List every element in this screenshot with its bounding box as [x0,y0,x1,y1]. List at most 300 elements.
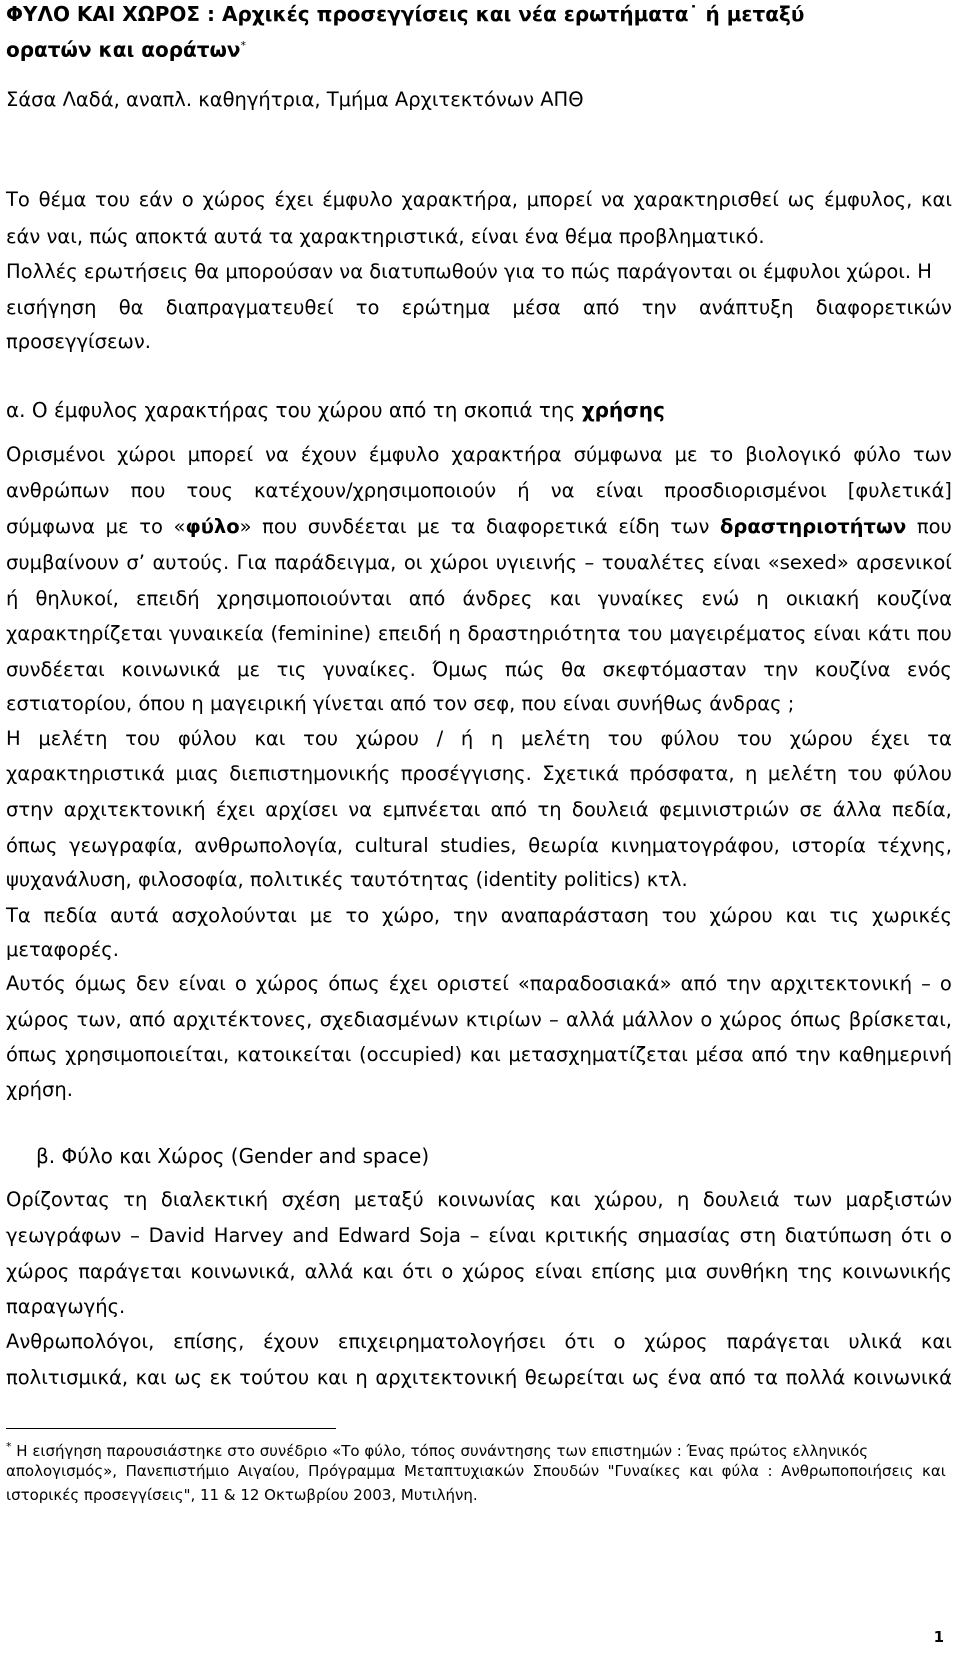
word: η [448,622,461,645]
word: το [139,515,163,538]
section-a-line [6,479,952,503]
word: πώς [505,658,545,681]
word: και [785,904,817,927]
word: αρσενικοί [856,551,952,574]
word: χώρος [644,1330,708,1353]
word: είναι [178,972,226,995]
word: με [674,443,698,466]
word: όπως [6,834,58,857]
section-a-line [6,904,952,928]
word: το [345,904,370,927]
word: μια [664,1260,697,1283]
word: Το [6,188,30,211]
word: επειδή [135,587,200,610]
word: του [847,762,883,785]
word: με [237,658,260,681]
word: κατέχουν/χρησιμοποιούν [253,479,497,502]
word: ως [787,188,816,211]
word: ιστορία [791,834,866,857]
word: των [670,515,710,538]
word: ότι [564,1330,595,1353]
word: από [408,587,446,610]
section-a-line [6,727,952,751]
word: συνδέεται [307,515,407,538]
word: μαρξιστών [845,1188,952,1211]
intro-line [6,225,960,249]
word: προσδιορισμένοι [664,479,827,502]
word: συμβαίνουν [6,551,119,574]
section-a-heading [6,398,960,422]
word: ως [174,1366,203,1389]
word: από [680,972,718,995]
footnote-line [6,1436,946,1462]
word: έχει [215,798,255,821]
section-a-line [6,938,960,962]
word: – [549,1008,559,1031]
word: – [469,1224,480,1247]
word: χρησιμοποιείται, [65,1043,230,1066]
word: πολλά [785,1366,846,1389]
word: θα [561,658,586,681]
word: έμφυλος, [824,188,913,211]
word: δουλειά [702,1188,780,1211]
word: σε [799,798,823,821]
word: ένα [667,1366,702,1389]
word: γυναίκες [597,587,685,610]
word: ότι [402,1260,433,1283]
word: της [797,1260,833,1283]
word: διαλεκτική [160,1188,269,1211]
word: χώρου [789,727,853,750]
section-a-text: εστιατορίου, όπου η μαγειρική γίνεται από τον σεφ, που είναι συνήθως άνδρας ; [6,692,795,715]
word: ανθρωπολογία, [194,834,344,857]
word: είδη [618,515,660,538]
section-b-line [6,1295,960,1319]
section-b-line [6,1188,952,1212]
section-a-line [6,834,952,858]
section-a-line [6,1043,952,1067]
word: δραστηριοτήτων [720,515,907,538]
word: αλλά [565,1008,615,1031]
word: των, [76,1008,122,1031]
word: στη [739,1224,777,1247]
section-a-line [6,622,952,646]
word: είναι [595,479,644,502]
word: μέσα [512,296,561,319]
word: σημασίας [637,1224,731,1247]
word: μελέτη [767,762,838,785]
word: βρίσκεται, [848,1008,952,1031]
word: Τα [6,904,31,927]
word: που [916,515,952,538]
word: γυναίκες. [322,658,416,681]
word: σ’ [126,551,145,574]
word: να [265,443,289,466]
word: εισήγηση [6,296,97,319]
word: (occupied) [358,1043,463,1066]
word: ενώ [701,587,740,610]
word: Για [236,551,267,574]
section-a-line [6,658,952,682]
section-a-heading-text: α. Ο έμφυλος χαρακτήρας του χώρου από τη σκοπιά της [6,398,582,422]
word: η [677,1188,690,1211]
word: τις [276,658,307,681]
word: από [490,798,528,821]
word: με [105,515,129,538]
word: cultural [354,834,429,857]
word: φύλο [853,443,901,466]
word: ανθρώπων [6,479,110,502]
word: και [549,587,581,610]
word: ο [939,972,952,995]
word: και [921,188,952,211]
word: ως [631,1366,660,1389]
word: Ανθρωπολόγοι, [6,1330,155,1353]
word: που [262,515,298,538]
word: ασχολούνται [171,904,297,927]
word: του [661,904,697,927]
word: – [584,551,595,574]
word: χαρακτηρίζεται [6,622,163,645]
word: η [490,727,504,750]
word: κοινωνικής [841,1260,952,1283]
word: μελέτη [38,727,108,750]
word: τα [927,727,952,750]
word: χώρος [462,1260,526,1283]
word: τις [829,904,860,927]
word: χώροι [117,443,176,466]
word: διαφορετικών [815,296,952,319]
word: τέχνης, [877,834,952,857]
author-text: Σάσα Λαδά, αναπλ. καθηγήτρια, Τμήμα Αρχιτεκτόνων ΑΠΘ [6,88,584,111]
word: David [148,1224,205,1247]
word: οικιακή [785,587,860,610]
section-a-text: χρήση. [6,1078,73,1101]
intro-line [6,330,960,354]
footnote-line [6,1460,946,1482]
word: δεν [135,972,170,995]
word: από [751,1043,788,1066]
word: χαρακτήρα [451,443,562,466]
word: επίσης, [173,1330,245,1353]
word: την [726,972,762,995]
word: μάλλον [621,1008,694,1031]
word: ερώτημα [401,296,491,319]
word: Αυτός [6,972,66,995]
word: και [922,1462,946,1480]
footnote-mark: * [6,1440,12,1453]
word: πολιτισμικά, [6,1366,129,1389]
title-text-2: ορατών και αοράτων [6,37,241,62]
section-b-line [6,1224,952,1248]
section-b-heading [36,1144,960,1168]
word: σύμφωνα [573,443,663,466]
word: σύμφωνα [6,515,95,538]
word: εκ [209,1366,232,1389]
word: χώρος [202,188,266,211]
word: αρχιτεκτονική [770,972,913,995]
word: και [254,727,286,750]
section-b-line [6,1330,952,1354]
word: χωρικές [871,904,952,927]
word: [φυλετικά] [847,479,952,502]
word: ο [181,188,194,211]
word: ο [940,1224,952,1247]
title-text-1: ΦΥΛΟ ΚΑΙ ΧΩΡΟΣ : Αρχικές προσεγγίσεις και νέα ερωτήματα˙ ή μεταξύ [6,2,805,26]
section-a-line [6,1008,952,1032]
word: χώρου [355,727,419,750]
word: τη [123,1188,148,1211]
section-b-text: παραγωγής. [6,1295,126,1318]
word: ο [613,1330,626,1353]
word: χαρακτήρα, [401,188,518,211]
word: καθημερινή [838,1043,952,1066]
word: από [582,296,620,319]
word: την [641,296,677,319]
word: έμφυλο [322,188,393,211]
word: συνθήκη [705,1260,789,1283]
section-a-text: μεταφορές. [6,938,119,961]
word: χώρου, [594,1188,664,1211]
word: μιας [175,762,219,785]
word: ότι [900,1224,932,1247]
word: θηλυκοί, [35,587,119,610]
word: να [550,479,575,502]
title-line-2 [6,34,960,62]
word: μέσα [695,1043,744,1066]
word: ή [460,727,474,750]
word: με [309,904,333,927]
word: ο [234,972,247,995]
word: έχει [870,727,910,750]
word: η [355,1366,368,1389]
word: έχει [274,188,314,211]
word: και [316,1366,348,1389]
word: Σχετικά [542,762,620,785]
word: κοινωνικά, [190,1260,296,1283]
word: κουζίνα [876,587,952,610]
word: : [767,1462,773,1480]
word: και [689,1462,714,1480]
word: μπορεί [187,443,254,466]
footnote-text: Η εισήγηση παρουσιάστηκε στο συνέδριο «Το φύλο, τόπος συνάντησης των επιστημών : Ένας πρώτος ελληνικός [11,1442,869,1460]
word: χρησιμοποιούνται [216,587,392,610]
word: αρχιτεκτονική [63,798,206,821]
word: αυτά [110,904,159,927]
word: τουαλέτες [601,551,706,574]
word: του [125,727,161,750]
intro-text: προσεγγίσεων. [6,330,151,353]
word: όμως [74,972,127,995]
word: άλλα [832,798,882,821]
section-a-line [6,762,952,786]
section-a-line [6,798,952,822]
word: φύλου [892,762,952,785]
section-b-line [6,1366,952,1390]
title-line-1 [6,2,960,26]
word: επίσης [591,1260,657,1283]
word: / [436,727,444,750]
word: χαρακτηρισθεί [633,188,779,211]
word: χώροι [429,551,489,574]
word: είναι [488,1224,536,1247]
footnote-line [6,1484,946,1506]
word: γεωγράφων [6,1224,122,1247]
word: Μεταπτυχιακών [403,1462,525,1480]
word: πεδία [43,904,98,927]
word: προσέγγισης. [400,762,532,785]
word: την [763,658,799,681]
word: κτιρίων [465,1008,542,1031]
word: «sexed» [767,551,849,574]
word: υγιεινής [495,551,578,574]
word: επιχειρηματολογήσει [337,1330,546,1353]
word: ενός [907,658,952,681]
word: του [627,622,663,645]
word: διεπιστημονικής [229,762,391,785]
word: είναι [813,622,861,645]
word: δουλειά [571,798,649,821]
word: τη [537,798,562,821]
word: Πανεπιστήμιο [125,1462,230,1480]
word: των [793,1188,833,1211]
word: και [362,1260,394,1283]
section-a-line [6,587,952,611]
word: χώρος [6,1008,70,1031]
word: του [303,727,339,750]
word: τα [753,1366,779,1389]
word: να [348,798,372,821]
section-a-text: ψυχανάλυση, φιλοσοφία, πολιτικές ταυτότητας (identity politics) κτλ. [6,868,688,891]
word: των [912,443,952,466]
word: διαπραγματευθεί [165,296,334,319]
section-a-line [6,972,952,996]
word: έχουν [263,1330,320,1353]
word: άνδρες [462,587,533,610]
word: το [709,443,734,466]
word: χώρος [6,1260,70,1283]
word: χώρο, [382,904,441,927]
section-b-line [6,1260,952,1284]
word: συνδέεται [6,658,105,681]
word: Harvey [213,1224,284,1247]
word: and [292,1224,329,1247]
intro-line [6,188,952,212]
word: κινηματογράφου, [610,834,780,857]
word: βιολογικό [745,443,842,466]
word: στην [6,798,54,821]
intro-line [6,296,952,320]
word: δραστηριότητα [467,622,621,645]
word: πρόσφατα, [629,762,735,785]
word: Όμως [432,658,489,681]
word: διατύπωση [784,1224,893,1247]
word: θέμα [38,188,87,211]
word: και [469,1043,501,1066]
word: από [128,1008,166,1031]
word: όπως [6,1043,58,1066]
word: θεωρείται [524,1366,625,1389]
word: κοινωνικά [852,1366,952,1389]
word: Edward [337,1224,411,1247]
word: οριστεί [436,972,509,995]
word: που [916,622,952,645]
word: και [549,1188,581,1211]
section-a-line [6,443,952,467]
word: κοινωνικά [121,658,221,681]
word: και [920,1330,952,1353]
word: φύλου [177,727,237,750]
word: Ανθρωποποιήσεις [781,1462,914,1480]
word: «φύλο» [173,515,252,538]
word: οι [403,551,423,574]
word: γεωγραφία, [69,834,183,857]
word: παράδειγμα, [274,551,397,574]
word: σκεφτόμασταν [602,658,747,681]
intro-line [6,260,960,284]
word: διαφορετικά [485,515,608,538]
word: το [355,296,380,319]
word: ο [700,1008,713,1031]
footnote-text: ιστορικές προσεγγίσεις", 11 & 12 Οκτωβρίου 2003, Μυτιλήνη. [6,1486,478,1504]
word: παράγεται [78,1260,182,1283]
word: αναπαράσταση [500,904,649,927]
word: χώρος [255,972,320,995]
word: ή [517,479,530,502]
word: υλικά [848,1330,903,1353]
author-line [6,88,960,112]
word: κατοικείται [236,1043,352,1066]
word: ή [6,587,19,610]
word: κριτικής [544,1224,629,1247]
word: Σπουδών [532,1462,600,1480]
word: είναι [534,1260,583,1283]
word: θεωρία [528,834,599,857]
word: ο [441,1260,454,1283]
word: από [709,1366,746,1389]
word: παράγεται [726,1330,830,1353]
word: ανάπτυξη [698,296,794,319]
word: την [452,904,488,927]
word: έχουν [300,443,357,466]
word: κάτι [867,622,911,645]
section-a-line [6,1078,960,1102]
title-footnote-mark: * [240,39,247,52]
word: «παραδοσιακά» [517,972,672,995]
word: κοινωνίας [437,1188,537,1211]
word: με [417,515,441,538]
word: όπως [328,972,380,995]
word: κουζίνα [814,658,891,681]
word: τούτου [239,1366,310,1389]
word: μπορεί [526,188,593,211]
section-b-heading-text: β. Φύλο και Χώρος (Gender and space) [36,1144,430,1168]
word: εάν [138,188,174,211]
word: μεταξύ [353,1188,424,1211]
word: φύλα [721,1462,759,1480]
intro-text: εάν ναι, πώς αποκτά αυτά τα χαρακτηριστικά, είναι ένα θέμα προβληματικό. [6,225,765,248]
section-a-line [6,515,952,539]
word: αρχιτεκτονική [375,1366,518,1389]
word: και [135,1366,167,1389]
word: μετασχηματίζεται [508,1043,688,1066]
word: μελέτη [520,727,591,750]
word: – [921,972,931,995]
word: η [745,762,758,785]
word: αλλά [304,1260,354,1283]
section-a-heading-bold: χρήσης [581,398,665,422]
word: φύλου [660,727,720,750]
